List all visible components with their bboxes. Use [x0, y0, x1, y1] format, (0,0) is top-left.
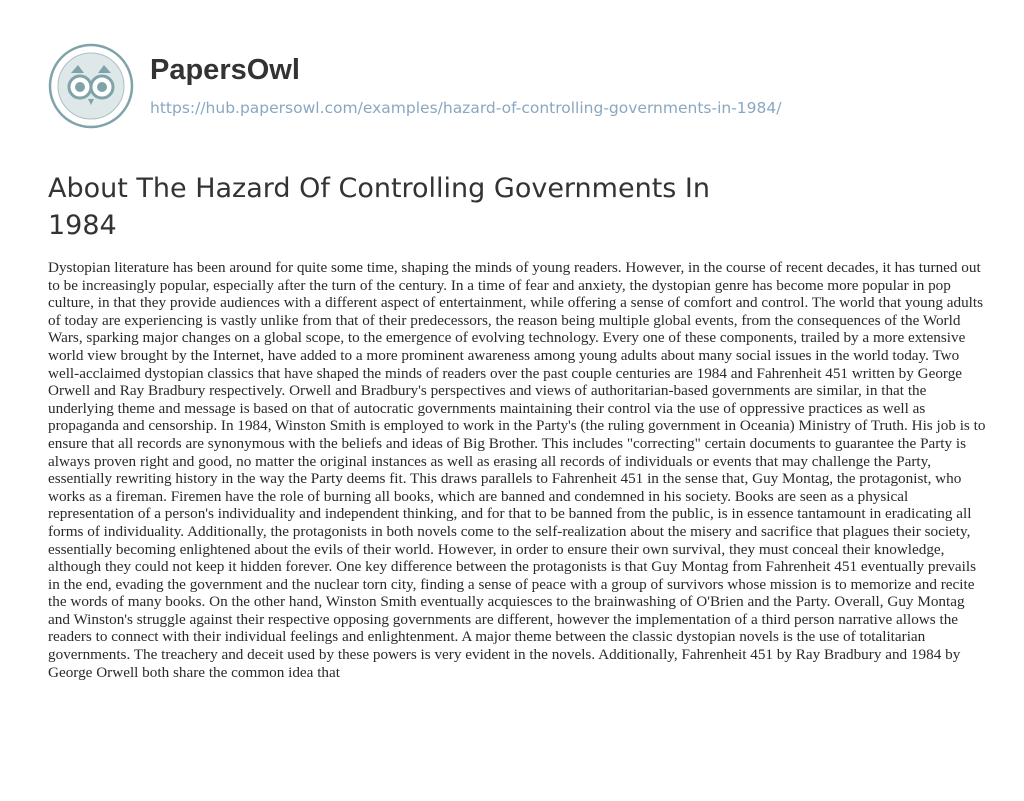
article-title: About The Hazard Of Controlling Governments In 1984 [48, 173, 711, 241]
owl-logo-icon[interactable] [48, 43, 134, 129]
brand-name[interactable]: PapersOwl [150, 54, 300, 86]
article-body: Dystopian literature has been around for quite some time, shaping the minds of young readers. However, in the course of recent decades, it has turned out to be increasingly popular, especially after the turn of the century. In a time of fear and anxiety, the dystopian genre has become more popular in pop culture, in that they provide audiences with a different aspect of entertainment, while offering a sense of comfort and control. The world that young adults of today are experiencing is vastly unlike from that of their predecessors, the reason being multiple global events, from the consequences of the World Wars, sparking major changes on a global scope, to the emergence of evolving technology. Every one of these components, trailed by a more extensive world view brought by the Internet, have added to a more prominent awareness among young adults about many social issues in the world today. Two well-acclaimed dystopian classics that have shaped the minds of readers over the past couple centuries are 1984 and Fahrenheit 451 written by George Orwell and Ray Bradbury respectively. Orwell and Bradbury's perspectives and views of authoritarian-based governments are similar, in that the underlying theme and message is based on that of autocratic governments maintaining their control via the use of oppressive practices as well as propaganda and censorship. In 1984, Winston Smith is employed to work in the Party's (the ruling government in Oceania) Ministry of Truth. His job is to ensure that all records are synonymous with the beliefs and ideas of Big Brother. This includes "correcting" certain documents to guarantee the Party is always proven right and good, no matter the original instances as well as erasing all records of individuals or events that may challenge the Party, essentially rewriting history in the way the Party deems fit. This draws parallels to Fahrenheit 451 in the sense that, Guy Montag, the protagonist, who works as a fireman. Firemen have the role of burning all books, which are banned and condemned in his society. Books are seen as a physical representation of a person's individuality and independent thinking, and for that to be banned from the public, is in essence tantamount in eradicating all forms of individuality. Additionally, the protagonists in both novels come to the self-realization about the misery and sacrifice that plagues their society, essentially becoming enlightened about the evils of their world. However, in order to ensure their own survival, they must conceal their knowledge, although they could not keep it hidden forever. One key difference between the protagonists is that Guy Montag from Fahrenheit 451 eventually prevails in the end, evading the government and the nuclear torn city, finding a sense of peace with a group of survivors whose mission is to memorize and recite the words of many books. On the other hand, Winston Smith eventually acquiesces to the brainwashing of O'Brien and the Party. Overall, Guy Montag and Winston's struggle against their respective opposing governments are different, however the implementation of a third person narrative allows the readers to connect with their individual feelings and enlightenment. A major theme between the classic dystopian novels is the use of totalitarian governments. The treachery and deceit used by these powers is very evident in the novels. Additionally, Fahrenheit 451 by Ray Bradbury and 1984 by George Orwell both share the common idea that [48, 259, 986, 681]
site-header [48, 38, 781, 134]
brand-block [150, 54, 781, 118]
source-url-link[interactable]: https://hub.papersowl.com/examples/hazard-of-controlling-governments-in-1984/ [150, 99, 782, 117]
